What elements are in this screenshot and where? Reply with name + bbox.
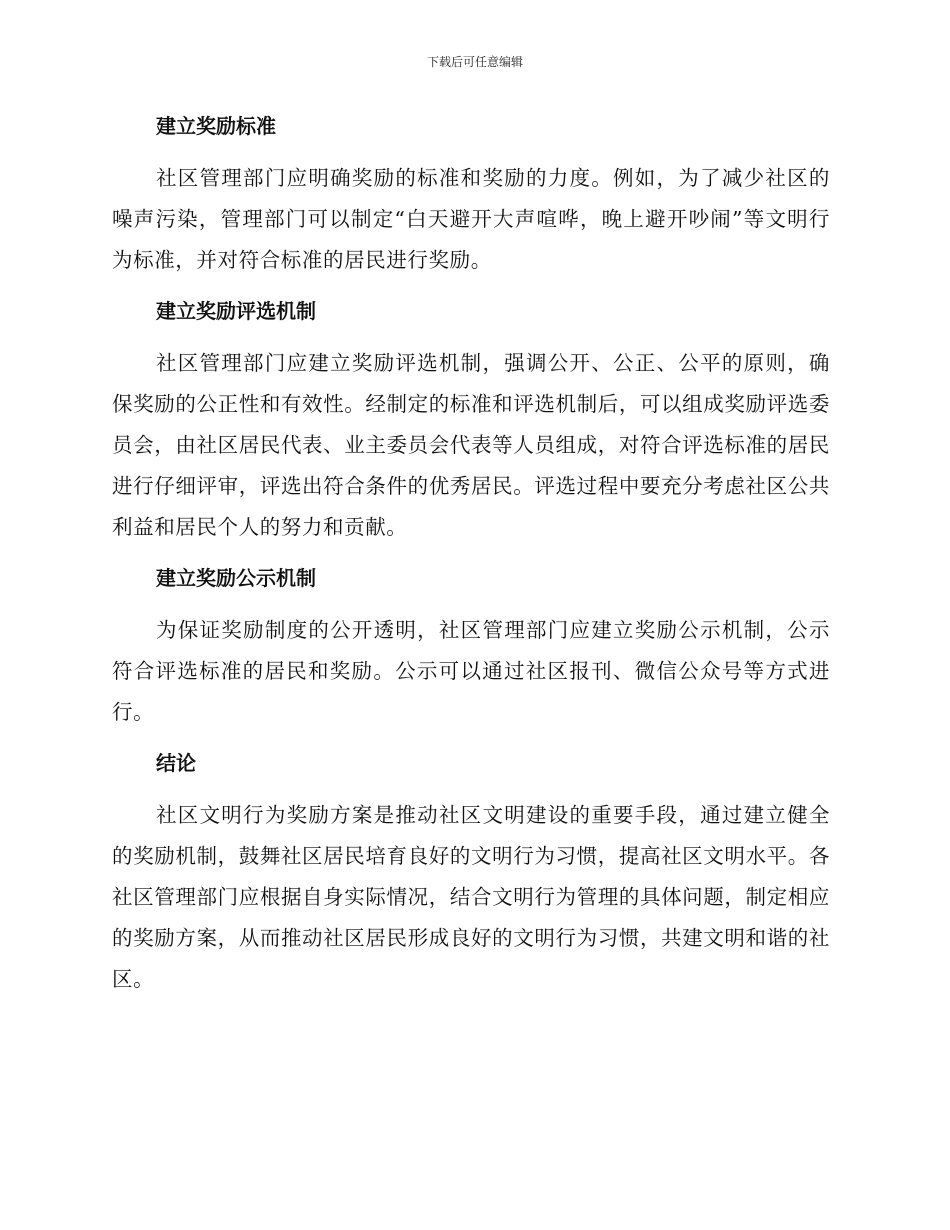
section-conclusion <box>112 745 830 1000</box>
document-body <box>112 108 830 1012</box>
section-reward-selection <box>112 293 830 548</box>
section-paragraph: 社区管理部门应建立奖励评选机制，强调公开、公正、公平的原则，确保奖励的公正性和有效性。经制定的标准和评选机制后，可以组成奖励评选委员会，由社区居民代表、业主委员会代表等人员组成，对符合评选标准的居民进行仔细评审，评选出符合条件的优秀居民。评选过程中要充分考虑社区公共利益和居民个人的努力和贡献。 <box>112 351 830 539</box>
section-paragraph: 社区文明行为奖励方案是推动社区文明建设的重要手段，通过建立健全的奖励机制，鼓舞社区居民培育良好的文明行为习惯，提高社区文明水平。各社区管理部门应根据自身实际情况，结合文明行为管理的具体问题，制定相应的奖励方案，从而推动社区居民形成良好的文明行为习惯，共建文明和谐的社区。 <box>112 803 830 991</box>
section-paragraph: 为保证奖励制度的公开透明，社区管理部门应建立奖励公示机制，公示符合评选标准的居民和奖励。公示可以通过社区报刊、微信公众号等方式进行。 <box>112 618 830 724</box>
section-heading: 建立奖励公示机制 <box>156 566 316 590</box>
section-heading: 建立奖励标准 <box>156 114 276 138</box>
page-header: 下载后可任意编辑 <box>426 55 523 69</box>
section-heading: 结论 <box>156 751 196 775</box>
section-heading: 建立奖励评选机制 <box>156 299 316 323</box>
section-reward-publicity <box>112 560 830 733</box>
section-reward-standard <box>112 108 830 281</box>
section-paragraph: 社区管理部门应明确奖励的标准和奖励的力度。例如，为了减少社区的噪声污染，管理部门可以制定“白天避开大声喧哗，晚上避开吵闹”等文明行为标准，并对符合标准的居民进行奖励。 <box>112 166 830 272</box>
